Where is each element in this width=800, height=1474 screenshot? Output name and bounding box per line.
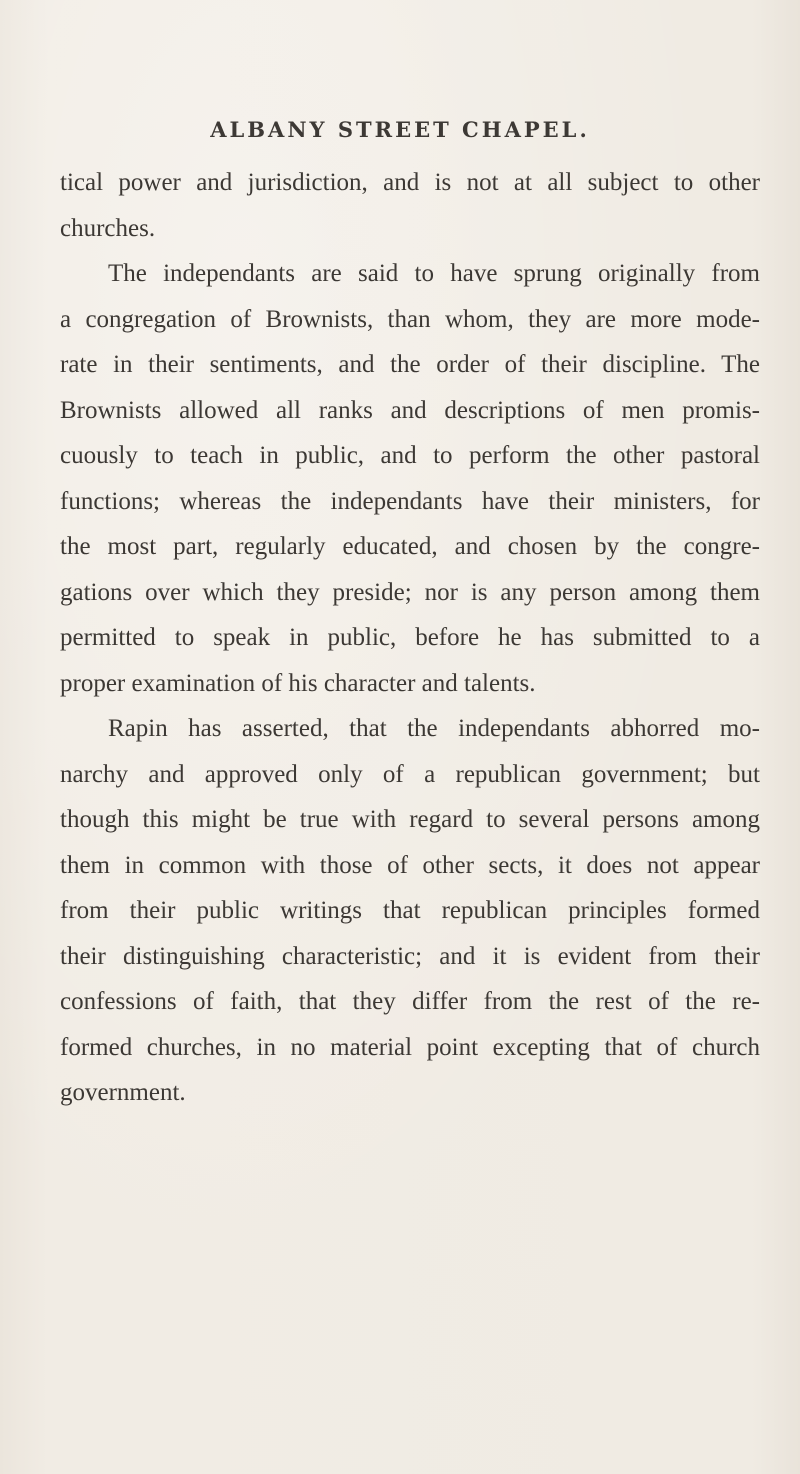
paragraph-1	[60, 160, 760, 251]
text-line: permitted to speak in public, before he has submitted to a	[60, 624, 760, 651]
text-line: though this might be true with regard to several persons among	[60, 806, 760, 833]
text-line: functions; whereas the independants have their ministers, for	[60, 487, 760, 515]
text-line: tical power and jurisdiction, and is not at all subject to other	[60, 169, 760, 196]
running-head: ALBANY STREET CHAPEL.	[210, 117, 590, 142]
text-line: The independants are said to have sprung originally from	[108, 260, 760, 287]
text-line: gations over which they preside; nor is any person among them	[60, 578, 760, 606]
text-line: Rapin has asserted, that the independants abhorred mo-	[108, 715, 760, 742]
paragraph-2	[60, 251, 760, 706]
text-line: rate in their sentiments, and the order of their discipline. The	[60, 351, 760, 378]
text-line: churches.	[60, 214, 156, 242]
text-line: their distinguishing characteristic; and it is evident from their	[60, 942, 760, 970]
text-line: a congregation of Brownists, than whom, they are more mode-	[60, 305, 760, 333]
body-text	[60, 160, 760, 1116]
text-line: them in common with those of other sects, it does not appear	[60, 851, 760, 879]
text-line: cuously to teach in public, and to perform the other pastoral	[60, 442, 760, 469]
text-line: the most part, regularly educated, and chosen by the congre-	[60, 533, 760, 560]
text-line: Brownists allowed all ranks and descriptions of men promis-	[60, 396, 760, 424]
text-line: confessions of faith, that they differ from the rest of the re-	[60, 988, 760, 1015]
text-line: proper examination of his character and talents.	[60, 669, 536, 697]
paragraph-3	[60, 706, 760, 1116]
text-line: narchy and approved only of a republican government; but	[60, 760, 760, 788]
text-line: government.	[60, 1079, 186, 1106]
text-line: from their public writings that republican principles formed	[60, 897, 760, 924]
text-line: formed churches, in no material point excepting that of church	[60, 1033, 760, 1061]
